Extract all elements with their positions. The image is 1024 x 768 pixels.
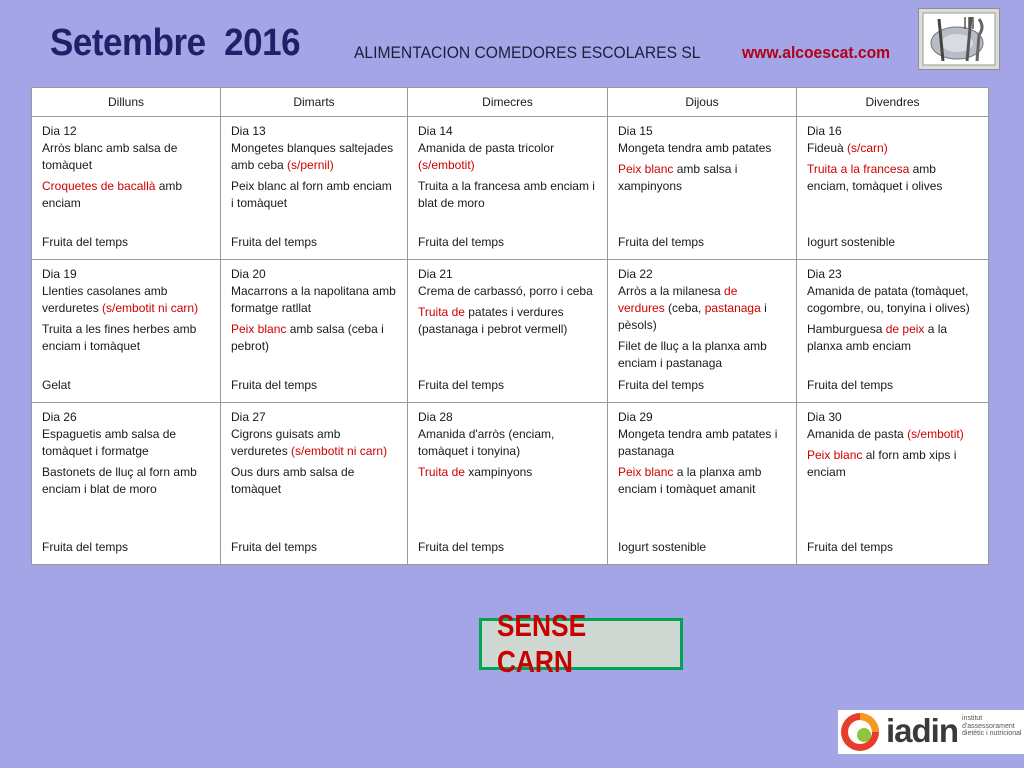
dish-text: Mongetes blanques saltejades amb ceba	[231, 141, 394, 172]
second-course	[618, 161, 786, 195]
dish-text: xampinyons	[464, 465, 533, 479]
dish-text: Mongeta tendra amb patates i pastanaga	[618, 427, 778, 458]
first-course	[231, 283, 397, 317]
dish-text: Fideuà	[807, 141, 848, 155]
first-course	[42, 283, 210, 317]
first-course	[618, 283, 786, 334]
menu-day-cell	[32, 260, 221, 403]
dish-text: i pèsols)	[618, 301, 767, 332]
iadin-tagline: institut d'assessorament dietètic i nutricional	[962, 715, 1022, 737]
iadin-logo	[838, 710, 1024, 754]
dish-text: Amanida de pasta tricolor	[418, 141, 555, 155]
dish-text: amb salsa (ceba i pebrot)	[231, 322, 384, 353]
dish-text: amb enciam	[42, 179, 183, 210]
no-meat-highlight: (s/carn)	[847, 141, 888, 155]
dish-text: Macarrons a la napolitana amb formatge ratllat	[231, 284, 396, 315]
dish-text: patates i verdures (pastanaga i pebrot vermell)	[418, 305, 568, 336]
dish-text: amb enciam, tomàquet i olives	[807, 162, 943, 193]
menu-day-cell	[408, 117, 608, 260]
dish-text: Truita a les fines herbes amb enciam i tomàquet	[42, 322, 197, 353]
menu-day-cell	[32, 117, 221, 260]
dessert: Fruita del temps	[418, 235, 505, 249]
header-dimarts: Dimarts	[221, 88, 408, 117]
day-number: Dia 22	[618, 267, 653, 281]
second-course	[418, 304, 597, 338]
first-course	[231, 426, 397, 460]
first-course	[231, 140, 397, 174]
no-meat-highlight: Peix blanc	[807, 448, 863, 462]
dish-text: Peix blanc al forn amb enciam i tomàquet	[231, 179, 392, 210]
day-number: Dia 21	[418, 267, 453, 281]
no-meat-highlight: pastanaga	[704, 301, 761, 315]
menu-day-cell	[408, 260, 608, 403]
no-meat-highlight: (s/embotit ni carn)	[102, 301, 199, 315]
dish-text: Amanida d'arròs (enciam, tomàquet i tonyina)	[418, 427, 555, 458]
first-course	[807, 426, 978, 443]
day-number: Dia 14	[418, 124, 453, 138]
dessert: Iogurt sostenible	[807, 235, 896, 249]
dish-text: Bastonets de lluç al forn amb enciam i blat de moro	[42, 465, 197, 496]
menu-day-cell	[221, 260, 408, 403]
second-course	[42, 464, 210, 498]
menu-day-cell	[32, 403, 221, 565]
menu-day-cell	[221, 403, 408, 565]
dish-text: Arròs a la milanesa	[618, 284, 725, 298]
menu-day-cell	[221, 117, 408, 260]
first-course	[618, 426, 786, 460]
dish-text: a la planxa amb enciam i tomàquet amanit	[618, 465, 762, 496]
dish-text: Truita a la francesa amb enciam i blat de moro	[418, 179, 595, 210]
dessert: Fruita del temps	[807, 540, 894, 554]
second-course	[42, 321, 210, 355]
day-number: Dia 20	[231, 267, 266, 281]
menu-day-cell	[608, 117, 797, 260]
no-meat-highlight: Peix blanc	[618, 162, 674, 176]
dessert: Fruita del temps	[231, 378, 318, 392]
website-link[interactable]: www.alcoescat.com	[742, 43, 891, 62]
dessert: Fruita del temps	[42, 540, 129, 554]
day-number: Dia 12	[42, 124, 77, 138]
first-course	[42, 140, 210, 174]
dessert: Iogurt sostenible	[618, 540, 707, 554]
first-course	[418, 140, 597, 174]
menu-day-cell	[608, 260, 797, 403]
menu-day-cell	[408, 403, 608, 565]
no-meat-highlight: de peix	[885, 322, 925, 336]
second-course	[231, 321, 397, 355]
cutlery-logo-icon	[918, 8, 1000, 70]
dessert: Fruita del temps	[42, 235, 129, 249]
day-number: Dia 29	[618, 410, 653, 424]
week-row	[32, 403, 989, 565]
week-row	[32, 117, 989, 260]
second-course	[418, 464, 597, 481]
menu-day-cell	[797, 260, 989, 403]
day-number: Dia 28	[418, 410, 453, 424]
first-course	[807, 140, 978, 157]
day-number: Dia 23	[807, 267, 842, 281]
company-name: ALIMENTACION COMEDORES ESCOLARES SL	[354, 43, 701, 62]
iadin-brand: iadin	[886, 712, 959, 749]
dessert: Fruita del temps	[618, 235, 705, 249]
dessert: Fruita del temps	[418, 378, 505, 392]
header-divendres: Divendres	[797, 88, 989, 117]
menu-day-cell	[797, 117, 989, 260]
dessert: Fruita del temps	[418, 540, 505, 554]
first-course	[807, 283, 978, 317]
no-meat-highlight: Peix blanc	[231, 322, 287, 336]
dish-text: al forn amb xips i enciam	[807, 448, 957, 479]
no-meat-highlight: Truita de	[418, 465, 465, 479]
no-meat-highlight: (s/pernil)	[287, 158, 334, 172]
day-number: Dia 13	[231, 124, 266, 138]
dessert: Fruita del temps	[231, 540, 318, 554]
day-number: Dia 26	[42, 410, 77, 424]
dish-text: (ceba,	[664, 301, 705, 315]
dish-text: a la planxa amb enciam	[807, 322, 948, 353]
menu-day-cell	[797, 403, 989, 565]
dish-text: Amanida de patata (tomàquet, cogombre, ou, tonyina i olives)	[807, 284, 970, 315]
dish-text: amb salsa i xampinyons	[618, 162, 738, 193]
header-dijous: Dijous	[608, 88, 797, 117]
menu-table	[31, 87, 989, 565]
sense-carn-label: SENSE CARN	[496, 608, 587, 679]
no-meat-highlight: de verdures	[618, 284, 738, 315]
menu-day-cell	[608, 403, 797, 565]
day-number: Dia 30	[807, 410, 842, 424]
first-course	[618, 140, 786, 157]
dish-text: Filet de lluç a la planxa amb enciam i pastanaga	[618, 339, 767, 370]
second-course	[618, 338, 786, 372]
no-meat-highlight: (s/embotit ni carn)	[291, 444, 388, 458]
dessert: Gelat	[42, 378, 71, 392]
dish-text: Amanida de pasta	[807, 427, 908, 441]
day-number: Dia 15	[618, 124, 653, 138]
second-course	[618, 464, 786, 498]
second-course	[418, 178, 597, 212]
dish-text: Espaguetis amb salsa de tomàquet i formatge	[42, 427, 177, 458]
second-course	[231, 464, 397, 498]
dish-text: Cigrons guisats amb verduretes	[231, 427, 341, 458]
first-course	[42, 426, 210, 460]
second-course	[807, 321, 978, 355]
no-meat-highlight: Truita a la francesa	[807, 162, 910, 176]
sense-carn-legend	[479, 608, 683, 679]
dish-text: Llenties casolanes amb verduretes	[42, 284, 168, 315]
dessert: Fruita del temps	[807, 378, 894, 392]
day-number: Dia 16	[807, 124, 842, 138]
dessert: Fruita del temps	[231, 235, 318, 249]
first-course	[418, 283, 597, 300]
page-title: Setembre 2016	[50, 22, 301, 64]
no-meat-highlight: Truita de	[418, 305, 465, 319]
second-course	[231, 178, 397, 212]
dish-text: Mongeta tendra amb patates	[618, 141, 772, 155]
dessert: Fruita del temps	[618, 378, 705, 392]
day-number: Dia 19	[42, 267, 77, 281]
day-number: Dia 27	[231, 410, 266, 424]
header-dimecres: Dimecres	[408, 88, 608, 117]
first-course	[418, 426, 597, 460]
second-course	[807, 161, 978, 195]
second-course	[42, 178, 210, 212]
header-dilluns: Dilluns	[32, 88, 221, 117]
no-meat-highlight: Peix blanc	[618, 465, 674, 479]
dish-text: Arròs blanc amb salsa de tomàquet	[42, 141, 178, 172]
no-meat-highlight: (s/embotit)	[907, 427, 964, 441]
dish-text: Ous durs amb salsa de tomàquet	[231, 465, 355, 496]
second-course	[807, 447, 978, 481]
dish-text: Crema de carbassó, porro i ceba	[418, 284, 593, 298]
weekday-header-row	[32, 88, 989, 117]
no-meat-highlight: Croquetes de bacallà	[42, 179, 156, 193]
dish-text: Hamburguesa	[807, 322, 886, 336]
iadin-logo-icon	[838, 710, 884, 754]
week-row	[32, 260, 989, 403]
no-meat-highlight: (s/embotit)	[418, 158, 475, 172]
